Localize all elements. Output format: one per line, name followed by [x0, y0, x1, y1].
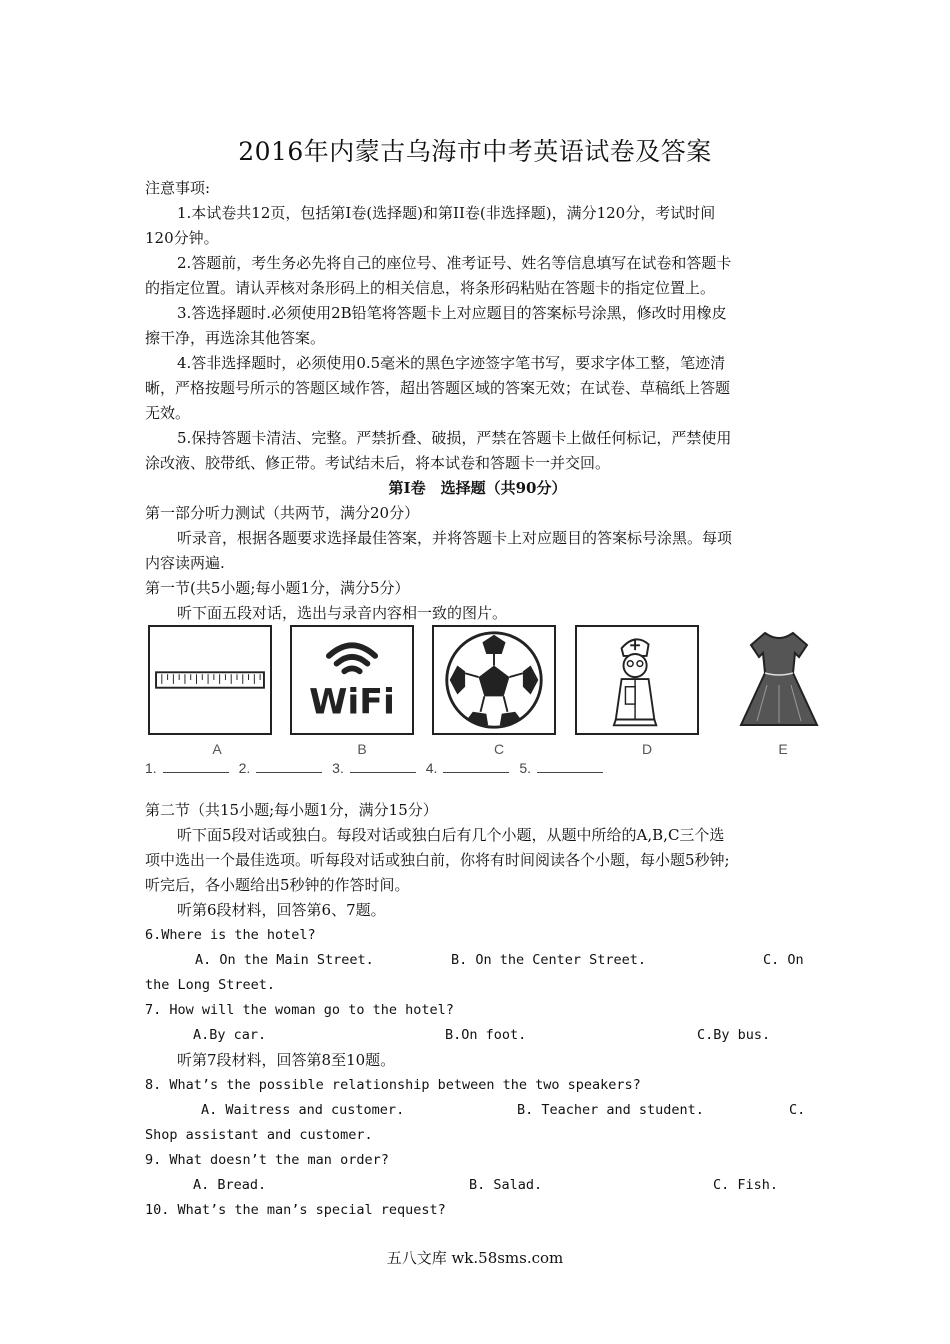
- q9-option-b[interactable]: B. Salad.: [469, 1177, 543, 1193]
- q8-stem: 8. What’s the possible relationship between the two speakers?: [145, 1077, 641, 1093]
- notice-4-line3: 无效。: [145, 404, 191, 422]
- blank-number: 3.: [332, 760, 344, 776]
- q7-stem: 7. How will the woman go to the hotel?: [145, 1002, 454, 1018]
- section2-instruction-line2: 项中选出一个最佳选项。听每段对话或独白前，你将有时间阅读各个小题，每小题5秒钟;: [145, 851, 730, 869]
- notice-4-line2: 晰，严格按题号所示的答题区域作答，超出答题区域的答案无效；在试卷、草稿纸上答题: [145, 379, 731, 397]
- picture-label-c: C: [493, 741, 505, 757]
- answer-blank[interactable]: [537, 760, 603, 773]
- section2-heading: 第二节（共15小题;每小题1分，满分15分）: [145, 801, 438, 819]
- soccer-ball-icon: [434, 627, 554, 733]
- answer-blanks: [145, 760, 609, 776]
- notice-5-line2: 涂改液、胶带纸、修正带。考试结未后，将本试卷和答题卡一并交回。: [145, 454, 611, 472]
- answer-blank[interactable]: [256, 760, 322, 773]
- q7-option-b[interactable]: B.On foot.: [445, 1027, 527, 1043]
- answer-blank[interactable]: [443, 760, 509, 773]
- wifi-text: WiFi: [309, 682, 395, 723]
- q6-option-c[interactable]: C. On: [763, 952, 804, 968]
- picture-label-e: E: [778, 741, 788, 757]
- notice-2-line1: 2.答题前，考生务必先将自己的座位号、准考证号、姓名等信息填写在试卷和答题卡: [177, 254, 732, 272]
- blank-number: 1.: [145, 760, 157, 776]
- notice-2-line2: 的指定位置。请认弄核对条形码上的相关信息，将条形码粘贴在答题卡的指定位置上。: [145, 279, 716, 297]
- notice-heading: 注意事项:: [145, 179, 211, 197]
- section1-instruction: 听下面五段对话，选出与录音内容相一致的图片。: [177, 604, 508, 622]
- picture-e: [717, 625, 841, 735]
- material6-heading: 听第6段材料，回答第6、7题。: [177, 901, 386, 919]
- q6-option-a[interactable]: A. On the Main Street.: [195, 952, 374, 968]
- notice-4-line1: 4.答非选择题时，必须使用0.5毫米的黑色字迹签字笔书写，要求字体工整，笔迹清: [177, 354, 726, 372]
- q6-stem: 6.Where is the hotel?: [145, 927, 316, 943]
- blank-number: 5.: [519, 760, 531, 776]
- q8-option-c[interactable]: C.: [789, 1102, 806, 1118]
- page-title: 2016年内蒙古乌海市中考英语试卷及答案: [238, 137, 712, 166]
- material7-heading: 听第7段材料，回答第8至10题。: [177, 1051, 396, 1069]
- answer-blank[interactable]: [163, 760, 229, 773]
- picture-a: [148, 625, 272, 735]
- picture-label-d: D: [641, 741, 653, 757]
- notice-5-line1: 5.保持答题卡清洁、完整。严禁折叠、破损，严禁在答题卡上做任何标记，严禁使用: [177, 429, 732, 447]
- answer-blank[interactable]: [350, 760, 416, 773]
- notice-3-line1: 3.答选择题时.必须使用2B铅笔将答题卡上对应题目的答案标号涂黑，修改时用橡皮: [177, 304, 727, 322]
- notice-3-line2: 擦干净，再选涂其他答案。: [145, 329, 326, 347]
- section1-heading: 第一节(共5小题;每小题1分，满分5分）: [145, 579, 410, 597]
- picture-c: [432, 625, 556, 735]
- wifi-icon: [292, 627, 412, 733]
- q8-option-b[interactable]: B. Teacher and student.: [517, 1102, 704, 1118]
- blank-number: 2.: [238, 760, 251, 776]
- q7-option-a[interactable]: A.By car.: [193, 1027, 267, 1043]
- q6-option-c-continued: the Long Street.: [145, 977, 276, 993]
- ruler-icon: [150, 627, 270, 733]
- q7-option-c[interactable]: C.By bus.: [697, 1027, 771, 1043]
- picture-label-b: B: [357, 741, 367, 757]
- q9-stem: 9. What doesn’t the man order?: [145, 1152, 389, 1168]
- q8-option-c-continued: Shop assistant and customer.: [145, 1127, 373, 1143]
- section-title: 第Ⅰ卷 选择题（共90分）: [388, 479, 567, 497]
- q8-option-a[interactable]: A. Waitress and customer.: [201, 1102, 405, 1118]
- part1-heading: 第一部分听力测试（共两节，满分20分）: [145, 504, 420, 522]
- q9-option-a[interactable]: A. Bread.: [193, 1177, 267, 1193]
- q10-stem: 10. What’s the man’s special request?: [145, 1202, 446, 1218]
- picture-b: [290, 625, 414, 735]
- picture-d: [575, 625, 699, 735]
- blank-number: 4.: [425, 760, 438, 776]
- doctor-icon: [577, 627, 697, 733]
- section2-instruction-line1: 听下面5段对话或独白。每段对话或独白后有几个小题，从题中所给的A,B,C三个选: [177, 826, 725, 844]
- q9-option-c[interactable]: C. Fish.: [713, 1177, 779, 1193]
- part1-instruction-line2: 内容读两遍.: [145, 554, 225, 572]
- part1-instruction-line1: 听录音，根据各题要求选择最佳答案，并将答题卡上对应题目的答案标号涂黑。每项: [177, 529, 733, 547]
- notice-1-line1: 1.本试卷共12页，包括第Ⅰ卷(选择题)和第II卷(非选择题)，满分120分，考试时间: [177, 204, 716, 222]
- dress-icon: [717, 625, 841, 735]
- section2-instruction-line3: 听完后，各小题给出5秒钟的作答时间。: [145, 876, 410, 894]
- notice-1-line2: 120分钟。: [145, 229, 219, 247]
- page-footer: 五八文库 wk.58sms.com: [386, 1249, 564, 1267]
- q6-option-b[interactable]: B. On the Center Street.: [451, 952, 647, 968]
- picture-label-a: A: [212, 741, 222, 757]
